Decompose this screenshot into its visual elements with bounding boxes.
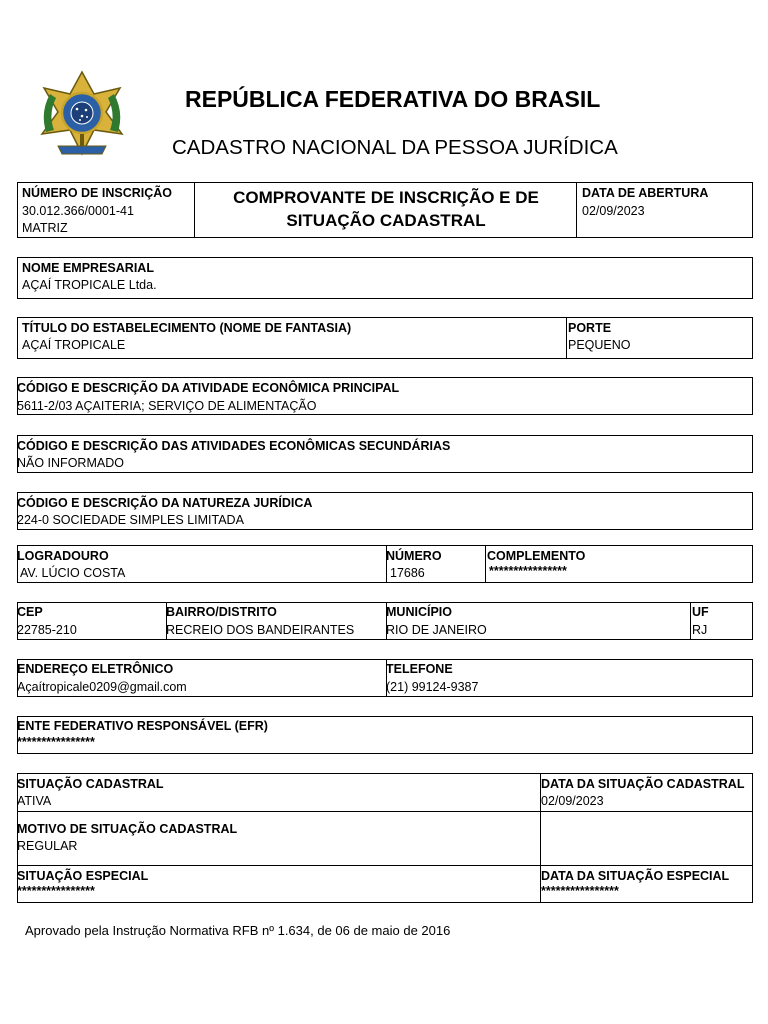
abertura-label: DATA DE ABERTURA [582, 186, 709, 200]
situacao-box [17, 773, 753, 903]
situacao-especial-label: SITUAÇÃO ESPECIAL [17, 869, 149, 883]
endereco-box [17, 545, 753, 583]
page-subtitle: CADASTRO NACIONAL DA PESSOA JURÍDICA [172, 136, 618, 159]
comprovante-title [195, 186, 577, 232]
inscricao-label: NÚMERO DE INSCRIÇÃO [22, 186, 173, 200]
telefone-label: TELEFONE [386, 662, 453, 676]
footer-note: Aprovado pela Instrução Normativa RFB nº 1.634, de 06 de maio de 2016 [25, 923, 451, 938]
atividades-secundarias-label: CÓDIGO E DESCRIÇÃO DAS ATIVIDADES ECONÔMICAS SECUNDÁRIAS [17, 439, 451, 453]
municipio-label: MUNICÍPIO [386, 605, 452, 619]
efr-label: ENTE FEDERATIVO RESPONSÁVEL (EFR) [17, 719, 268, 733]
telefone-value: (21) 99124-9387 [386, 680, 479, 694]
email-label: ENDEREÇO ELETRÔNICO [17, 662, 174, 676]
situacao-label: SITUAÇÃO CADASTRAL [17, 777, 164, 791]
motivo-label: MOTIVO DE SITUAÇÃO CADASTRAL [17, 822, 238, 836]
nome-empresarial-label: NOME EMPRESARIAL [22, 261, 154, 275]
natureza-juridica-value: 224-0 SOCIEDADE SIMPLES LIMITADA [17, 513, 244, 527]
bairro-value: RECREIO DOS BANDEIRANTES [166, 623, 355, 637]
numero-value: 17686 [390, 566, 425, 580]
motivo-value: REGULAR [17, 839, 78, 853]
page-title: REPÚBLICA FEDERATIVA DO BRASIL [185, 86, 601, 112]
email-value: Açaítropicale0209@gmail.com [17, 680, 187, 694]
comprovante-line1: COMPROVANTE DE INSCRIÇÃO E DE [233, 188, 539, 207]
data-situacao-especial-label: DATA DA SITUAÇÃO ESPECIAL [541, 869, 730, 883]
uf-label: UF [692, 605, 709, 619]
numero-label: NÚMERO [386, 549, 442, 563]
situacao-especial-value: **************** [17, 884, 95, 898]
atividades-secundarias-value: NÃO INFORMADO [17, 456, 124, 470]
logradouro-label: LOGRADOURO [17, 549, 109, 563]
data-situacao-label: DATA DA SITUAÇÃO CADASTRAL [541, 777, 745, 791]
abertura-value: 02/09/2023 [582, 204, 645, 218]
titulo-label: TÍTULO DO ESTABELECIMENTO (NOME DE FANTASIA) [22, 321, 352, 335]
nome-empresarial-value: AÇAÍ TROPICALE Ltda. [22, 278, 157, 292]
coat-of-arms-icon [36, 68, 128, 160]
cep-label: CEP [17, 605, 43, 619]
situacao-value: ATIVA [17, 794, 52, 808]
complemento-label: COMPLEMENTO [487, 549, 586, 563]
porte-label: PORTE [568, 321, 612, 335]
data-situacao-value: 02/09/2023 [541, 794, 604, 808]
logradouro-value: AV. LÚCIO COSTA [20, 566, 126, 580]
data-situacao-especial-value: **************** [541, 884, 619, 898]
localidade-box [17, 602, 753, 640]
atividade-principal-label: CÓDIGO E DESCRIÇÃO DA ATIVIDADE ECONÔMICA PRINCIPAL [17, 381, 400, 395]
bairro-label: BAIRRO/DISTRITO [166, 605, 277, 619]
cep-value: 22785-210 [17, 623, 77, 637]
titulo-value: AÇAÍ TROPICALE [22, 338, 126, 352]
uf-value: RJ [692, 623, 708, 637]
efr-value: **************** [17, 735, 95, 749]
complemento-value: **************** [489, 564, 567, 578]
municipio-value: RIO DE JANEIRO [386, 623, 487, 637]
inscricao-numero: 30.012.366/0001-41 [22, 204, 134, 218]
comprovante-line2: SITUAÇÃO CADASTRAL [286, 211, 486, 230]
porte-value: PEQUENO [568, 338, 631, 352]
atividade-principal-value: 5611-2/03 AÇAITERIA; SERVIÇO DE ALIMENTAÇÃO [17, 399, 317, 413]
inscricao-tipo: MATRIZ [22, 221, 68, 235]
natureza-juridica-label: CÓDIGO E DESCRIÇÃO DA NATUREZA JURÍDICA [17, 496, 313, 510]
